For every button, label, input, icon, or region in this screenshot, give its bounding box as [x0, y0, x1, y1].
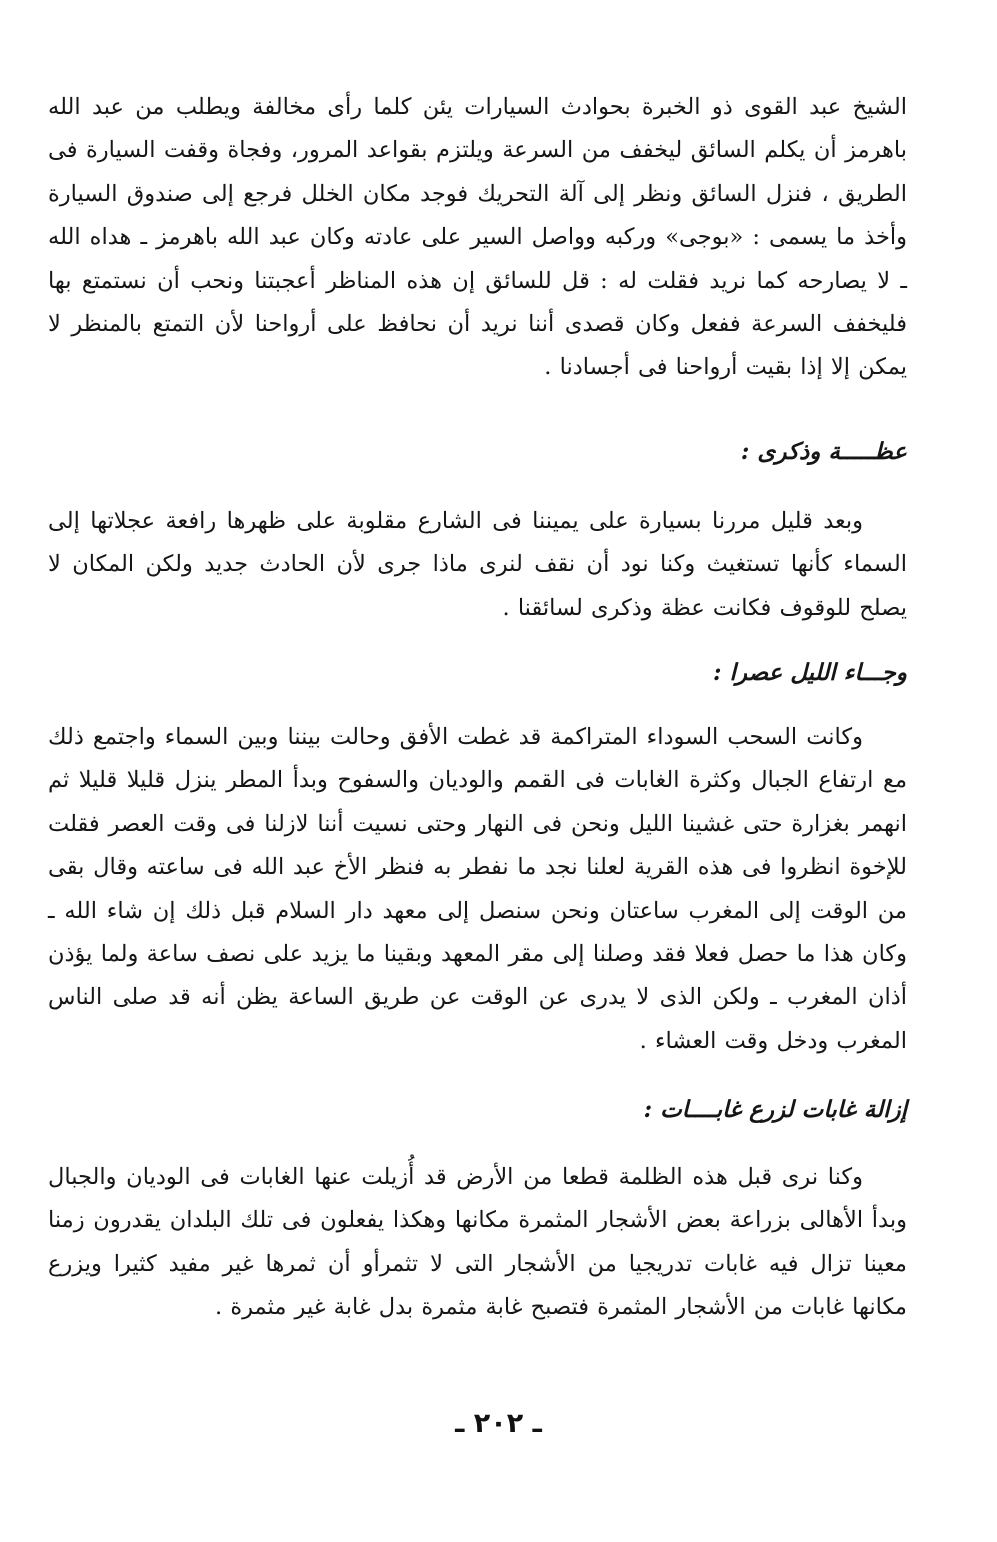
paragraph-overturned-car: وبعد قليل مررنا بسيارة على يميننا فى الشارع مقلوبة على ظهرها رافعة عجلاتها إلى السماء كأنها تستغيث وكنا نود أن نقف لنرى ماذا جرى لأن الحادث جديد ولكن المكان لا يصلح للوقوف فكانت عظة وذكرى لسائقنا . [48, 508, 907, 621]
heading-forest-replacement: إزالة غابات لزرع غابــــات : [643, 1096, 907, 1123]
heading-lesson-and-reminder: عظـــــة وذكرى : [740, 438, 907, 465]
paragraph-fruit-trees: وكنا نرى قبل هذه الظلمة قطعا من الأرض قد أُزيلت عنها الغابات فى الوديان والجبال وبدأ الأهالى بزراعة بعض الأشجار المثمرة مكانها وهكذا يفعلون فى تلك البلدان يقدرون زمنا معينا تزال فيه غابات تدريجيا من الأشجار التى لا تثمرأو أن ثمرها غير مفيد كثيرا ويزرع مكانها غابات من الأشجار المثمرة فتصبح غابة مثمرة بدل غابة غير مثمرة . [48, 1164, 907, 1321]
heading-night-in-afternoon: وجـــاء الليل عصرا : [713, 659, 907, 686]
paragraph-driver-speed: الشيخ عبد القوى ذو الخبرة بحوادث السيارات يئن كلما رأى مخالفة ويطلب من عبد الله باهرمز أن يكلم السائق ليخفف من السرعة ويلتزم بقواعد المرور، وفجاة وقفت السيارة فى الطريق ، فنزل السائق ونظر إلى آلة التحريك فوجد مكان الخلل فرجع إلى صندوق السيارة وأخذ ما يسمى : «بوجى» وركبه وواصل السير على عادته وكان عبد الله باهرمز ـ هداه الله ـ لا يصارحه كما نريد فقلت له : قل للسائق إن هذه المناظر أعجبتنا ونحب أن نستمتع بها فليخفف السرعة ففعل وكان قصدى أننا نريد أن نحافظ على أرواحنا لأن التمتع بالمنظر لا يمكن إلا إذا بقيت أرواحنا فى أجسادنا . [48, 94, 907, 381]
paragraph-dark-clouds: وكانت السحب السوداء المتراكمة قد غطت الأفق وحالت بيننا وبين السماء واجتمع ذلك مع ارتفاع الجبال وكثرة الغابات فى القمم والوديان والسفوح وبدأ المطر ينزل قليلا قليلا ثم انهمر بغزارة حتى غشينا الليل ونحن فى النهار وحتى نسيت أننا لازلنا فى وقت العصر فقلت للإخوة انظروا فى هذه القرية لعلنا نجد ما نفطر به فنظر الأخ عبد الله فى ساعته وقال بقى من الوقت إلى المغرب ساعتان ونحن سنصل إلى معهد دار السلام قبل ذلك إن شاء الله ـ وكان هذا ما حصل فعلا فقد وصلنا إلى مقر المعهد وبقينا ما يزيد على نصف ساعة ولما يؤذن أذان المغرب ـ ولكن الذى لا يدرى عن الوقت عن طريق الساعة يظن أنه قد صلى الناس المغرب ودخل وقت العشاء . [48, 724, 907, 1054]
page-body [48, 86, 907, 1542]
page-number: ـ ٢٠٢ ـ [455, 1408, 542, 1439]
